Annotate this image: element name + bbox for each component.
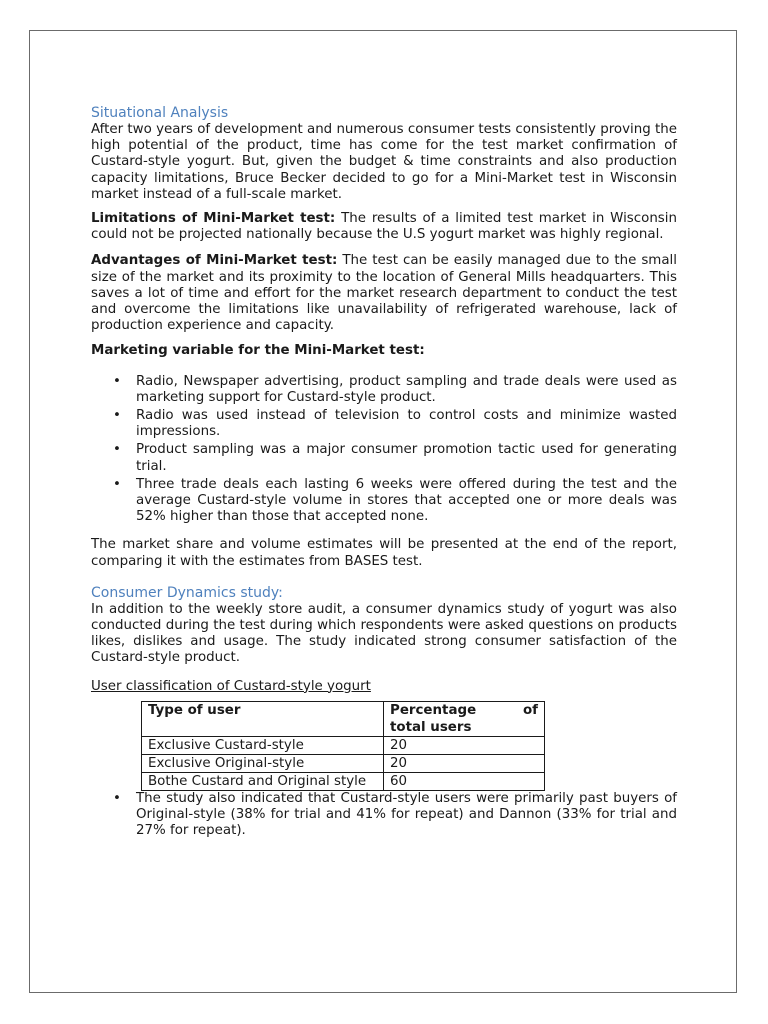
consumer-dynamics-body: In addition to the weekly store audit, a consumer dynamics study of yogurt was also conducted during the test during which respondents were asked questions on products likes, dislikes and usage. The study indicated strong consumer satisfaction of the Custard-style product. [91, 601, 677, 666]
cell-type: Bothe Custard and Original style [142, 772, 384, 790]
advantages-paragraph [91, 253, 677, 334]
limitations-label: Limitations of Mini-Market test: [91, 211, 336, 227]
cell-type: Exclusive Custard-style [142, 736, 384, 754]
advantages-label: Advantages of Mini-Market test: [91, 253, 338, 269]
list-item: • The study also indicated that Custard-style users were primarily past buyers of Original-style (38% for trial and 41% for repeat) and Dannon (33% for trial and 27% for repeat). [113, 790, 677, 839]
bullet-icon: • [113, 373, 121, 389]
final-bullet-list [91, 791, 677, 840]
header-percentage: Percentage of total users [384, 701, 545, 736]
limitations-paragraph [91, 211, 677, 243]
table-caption: User classification of Custard-style yogurt [91, 678, 371, 694]
marketing-bullet-list [91, 374, 677, 526]
market-share-note: The market share and volume estimates will be presented at the end of the report, comparing it with the estimates from BASES test. [91, 537, 677, 569]
marketing-heading: Marketing variable for the Mini-Market test: [91, 343, 425, 359]
consumer-dynamics-heading: Consumer Dynamics study: [91, 584, 283, 601]
cell-pct: 60 [384, 772, 545, 790]
user-classification-table [141, 701, 545, 791]
cell-pct: 20 [384, 754, 545, 772]
cell-type: Exclusive Original-style [142, 754, 384, 772]
table-row [142, 736, 545, 754]
table-row [142, 754, 545, 772]
table-header-row [142, 701, 545, 736]
limitations-text: The results of a limited test market in Wisconsin could not be projected nationally because the U.S yogurt market was highly regional. [91, 211, 677, 243]
bullet-icon: • [113, 476, 121, 492]
situational-analysis-heading: Situational Analysis [91, 105, 229, 121]
list-item: • Radio, Newspaper advertising, product sampling and trade deals were used as marketing support for Custard-style product. [113, 373, 677, 405]
list-item: • Three trade deals each lasting 6 weeks were offered during the test and the average Custard-style volume in stores that accepted one or more deals was 52% higher than those that accepted none. [113, 476, 677, 525]
table-row [142, 772, 545, 790]
list-item: • Radio was used instead of television to control costs and minimize wasted impressions. [113, 408, 677, 440]
bullet-icon: • [113, 408, 121, 424]
cell-pct: 20 [384, 736, 545, 754]
bullet-icon: • [113, 442, 121, 458]
situational-analysis-body: After two years of development and numerous consumer tests consistently proving the high potential of the product, time has come for the test market confirmation of Custard-style yogurt. But, given the budget & time constraints and also production capacity limitations, Bruce Becker decided to go for a Mini-Market test in Wisconsin market instead of a full-scale market. [91, 122, 677, 202]
advantages-text: The test can be easily managed due to the small size of the market and its proximity to the location of General Mills headquarters. This saves a lot of time and effort for the market research department to conduct the test and overcome the limitations like unavailability of refrigerated warehouse, lack of production experience and capacity. [91, 253, 677, 334]
bullet-icon: • [113, 790, 121, 806]
list-item: • Product sampling was a major consumer promotion tactic used for generating trial. [113, 442, 677, 474]
document-content [91, 104, 677, 842]
header-type-of-user: Type of user [142, 701, 384, 736]
